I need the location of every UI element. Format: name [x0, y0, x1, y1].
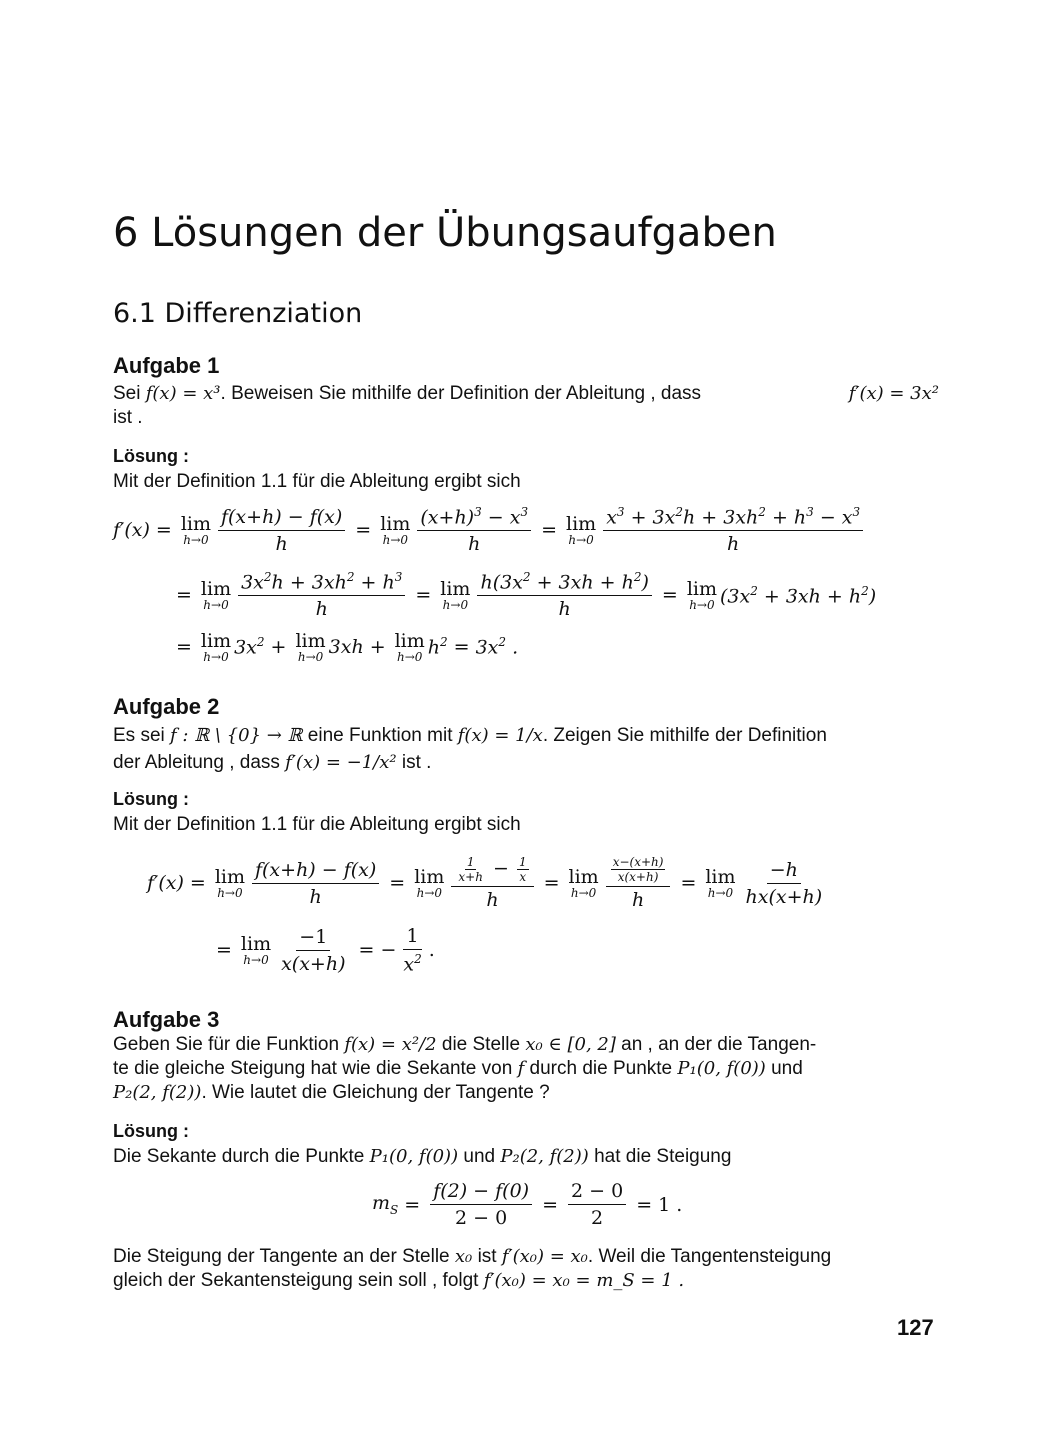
task-3-conclusion: Die Steigung der Tangente an der Stelle x₀ ist f′(x₀) = x₀. Weil die Tangentensteigung gleich der Sekantensteigung sein soll , folgt f′(x₀) = x₀ = m_S = 1 .: [113, 1246, 832, 1291]
task-3-solution-text: Die Sekante durch die Punkte P₁(0, f(0)) und P₂(2, f(2)) hat die Steigung: [113, 1146, 732, 1167]
task-1-statement: Sei f(x) = x³. Beweisen Sie mithilfe der Definition der Ableitung , dass f′(x) = 3x² ist .: [113, 383, 939, 428]
task-2-solution-intro: Mit der Definition 1.1 für die Ableitung ergibt sich: [113, 814, 521, 835]
task-3-math-interval: x₀ ∈ [0, 2]: [525, 1034, 616, 1055]
task-2-solution-label: Lösung :: [113, 789, 189, 809]
task-1-equation-line-3: = lim h→0 $3x^2$ + lim h→0 3xh + lim h→0 $h^2$ = $3x^2$ .: [176, 630, 519, 664]
task-3-math-fx: f(x) = x²/2: [344, 1034, 437, 1055]
task-3-slope-equation: $m_S$ = $\frac{f(2) - f(0)}{2 - 0}$ = $\frac{2 - 0}{2}$ = 1 .: [372, 1180, 683, 1229]
task-3-math-p2: P₂(2, f(2)): [113, 1082, 202, 1103]
task-1-solution-intro: Mit der Definition 1.1 für die Ableitung ergibt sich: [113, 471, 521, 492]
page-number: 127: [897, 1315, 934, 1340]
task-3-heading: Aufgabe 3: [113, 1007, 220, 1032]
task-2-equation-line-2: = lim h→0 $\frac{-1}{x(x+h)}$ = − $\frac{1}{x^2}$ .: [216, 925, 435, 976]
task-2-math-fx: f(x) = 1/x: [457, 725, 543, 746]
task-2-equation-line-1: f′(x) = lim h→0 $\frac{f(x+h) - f(x)}{h}$ = lim h→0 $\frac{1}{x+h}$ − $\frac{1}{x}$ h = lim h→0 $\frac{\frac{x-(x+h)}{x(x+h)}}{h}$ = lim h→0 $\frac{-h}{hx(x+h)}$: [147, 855, 823, 911]
chapter-title: 6 Lösungen der Übungsaufgaben: [113, 210, 777, 256]
task-3-statement: Geben Sie für die Funktion f(x) = x²/2 die Stelle x₀ ∈ [0, 2] an , an der die Tangen- te die gleiche Steigung hat wie die Sekante von f durch die Punkte P₁(0, f(0)) und P₂(2, f(2)). Wie lautet die Gleichung der Tangente ?: [113, 1034, 817, 1103]
task-2-heading: Aufgabe 2: [113, 694, 220, 719]
task-1-equation-line-2: = lim h→0 $\frac{3x^2h + 3xh^2 + h^3}{h}$ = lim h→0 $\frac{h(3x^2 + 3xh + h^2)}{h}$ = lim h→0 $(3x^2 + 3xh + h^2)$: [176, 570, 877, 621]
task-1-math-fx: f(x) = x³: [145, 383, 221, 404]
task-2-math-domain: f : ℝ \ {0} → ℝ: [170, 725, 303, 746]
task-2-statement: Es sei f : ℝ \ {0} → ℝ eine Funktion mit f(x) = 1/x. Zeigen Sie mithilfe der Definition der Ableitung , dass f′(x) = −1/x² ist .: [113, 725, 827, 773]
task-1-math-derivative: f′(x) = 3x²: [848, 383, 939, 404]
task-3-math-p1: P₁(0, f(0)): [677, 1058, 766, 1079]
task-1-equation-line-1: f′(x) = lim h→0 $\frac{f(x+h) - f(x)}{h}$ = lim h→0 $\frac{(x+h)^3 - x^3}{h}$ = lim h→0 $\frac{x^3 + 3x^2h + 3xh^2 + h^3 - x^3}{h}$: [113, 505, 867, 555]
task-3-solution-label: Lösung :: [113, 1121, 189, 1141]
task-1-solution-label: Lösung :: [113, 446, 189, 466]
task-1-heading: Aufgabe 1: [113, 353, 220, 378]
section-title: 6.1 Differenziation: [113, 298, 363, 329]
task-2-math-derivative: f′(x) = −1/x²: [285, 752, 397, 773]
